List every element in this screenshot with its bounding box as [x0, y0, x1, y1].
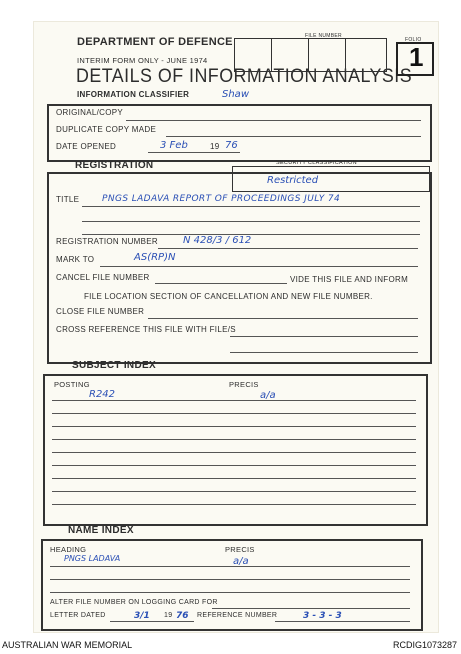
cancel-note-2: FILE LOCATION SECTION OF CANCELLATION AND NEW FILE NUMBER. — [84, 292, 373, 301]
reference-number-label: REFERENCE NUMBER — [197, 612, 278, 619]
date-opened-year-prefix: 19 — [210, 142, 220, 151]
mark-to-value: AS(RP)N — [134, 252, 176, 263]
name-precis-label: PRECIS — [225, 545, 255, 554]
interim-form-label: INTERIM FORM ONLY - JUNE 1974 — [77, 56, 208, 65]
name-heading-label: HEADING — [50, 545, 87, 554]
cancel-file-label: CANCEL FILE NUMBER — [56, 273, 150, 282]
registration-heading: REGISTRATION — [75, 160, 154, 171]
classifier-value: Shaw — [222, 89, 249, 100]
subject-line-8 — [52, 491, 416, 492]
title-line-2 — [82, 221, 420, 222]
posting-value: R242 — [89, 389, 116, 400]
file-number-label: FILE NUMBER — [305, 33, 342, 39]
date-opened-label: DATE OPENED — [56, 142, 117, 151]
letter-year-value: 76 — [176, 611, 189, 621]
name-line-1 — [50, 566, 410, 567]
original-copy-label: ORIGINAL/COPY — [56, 108, 124, 117]
subject-line-1 — [52, 400, 416, 401]
footer-reference: RCDIG1073287 — [392, 640, 457, 650]
subject-line-5 — [52, 452, 416, 453]
subject-line-6 — [52, 465, 416, 466]
cancel-file-line — [155, 283, 287, 284]
title-label: TITLE — [56, 195, 80, 204]
cross-ref-line-2 — [230, 352, 418, 353]
title-line-1 — [82, 206, 420, 207]
file-number-box-1 — [234, 38, 272, 72]
reference-number-line — [275, 621, 410, 622]
subject-line-3 — [52, 426, 416, 427]
name-precis-value: a/a — [233, 556, 249, 567]
footer-source: AUSTRALIAN WAR MEMORIAL — [2, 640, 133, 650]
name-line-2 — [50, 579, 410, 580]
date-opened-day: 3 Feb — [160, 140, 188, 151]
subject-line-4 — [52, 439, 416, 440]
cancel-note-1: VIDE THIS FILE AND INFORM — [290, 275, 409, 284]
posting-label: POSTING — [54, 380, 90, 389]
close-file-line — [148, 318, 418, 319]
cross-ref-label: CROSS REFERENCE THIS FILE WITH FILE/S — [56, 325, 236, 334]
name-heading-value: PNGS LADAVA — [64, 554, 121, 563]
folio-number: 1 — [409, 42, 424, 72]
subject-line-7 — [52, 478, 416, 479]
mark-to-label: MARK TO — [56, 255, 95, 264]
duplicate-line — [166, 136, 421, 137]
security-classification-value: Restricted — [267, 175, 319, 186]
file-number-box-4 — [345, 38, 387, 72]
folio-box — [396, 42, 434, 76]
alter-file-line — [212, 608, 410, 609]
alter-file-label: ALTER FILE NUMBER ON LOGGING CARD FOR — [50, 599, 218, 606]
file-number-box-2 — [271, 38, 309, 72]
letter-dated-value: 3/1 — [134, 611, 150, 621]
security-classification-label: SECURITY CLASSIFICATION — [276, 160, 357, 166]
letter-dated-line — [110, 621, 194, 622]
reference-number-value: 3 - 3 - 3 — [303, 611, 342, 621]
date-opened-year: 76 — [225, 140, 238, 151]
registration-number-label: REGISTRATION NUMBER — [56, 237, 159, 246]
subject-precis-label: PRECIS — [229, 380, 259, 389]
mark-to-line — [100, 266, 418, 267]
form-title: DETAILS OF INFORMATION ANALYSIS — [76, 66, 413, 87]
file-number-box-3 — [308, 38, 346, 72]
title-value: PNGS LADAVA REPORT OF PROCEEDINGS JULY 74 — [102, 194, 341, 204]
duplicate-label: DUPLICATE COPY MADE — [56, 125, 157, 134]
folio-label: FOLIO — [405, 37, 422, 43]
subject-precis-value: a/a — [260, 390, 276, 401]
close-file-label: CLOSE FILE NUMBER — [56, 307, 145, 316]
letter-year-prefix: 19 — [164, 612, 173, 619]
department-label: DEPARTMENT OF DEFENCE — [77, 36, 233, 48]
classifier-label: INFORMATION CLASSIFIER — [77, 90, 190, 99]
registration-number-value: N 428/3 / 612 — [183, 235, 252, 246]
cross-ref-line-1 — [230, 336, 418, 337]
date-opened-line — [148, 152, 240, 153]
original-copy-line — [126, 120, 421, 121]
subject-index-heading: SUBJECT INDEX — [72, 360, 156, 371]
subject-line-2 — [52, 413, 416, 414]
registration-number-line — [158, 248, 418, 249]
name-index-heading: NAME INDEX — [68, 525, 134, 536]
subject-line-9 — [52, 504, 416, 505]
name-line-3 — [50, 592, 410, 593]
letter-dated-label: LETTER DATED — [50, 612, 106, 619]
